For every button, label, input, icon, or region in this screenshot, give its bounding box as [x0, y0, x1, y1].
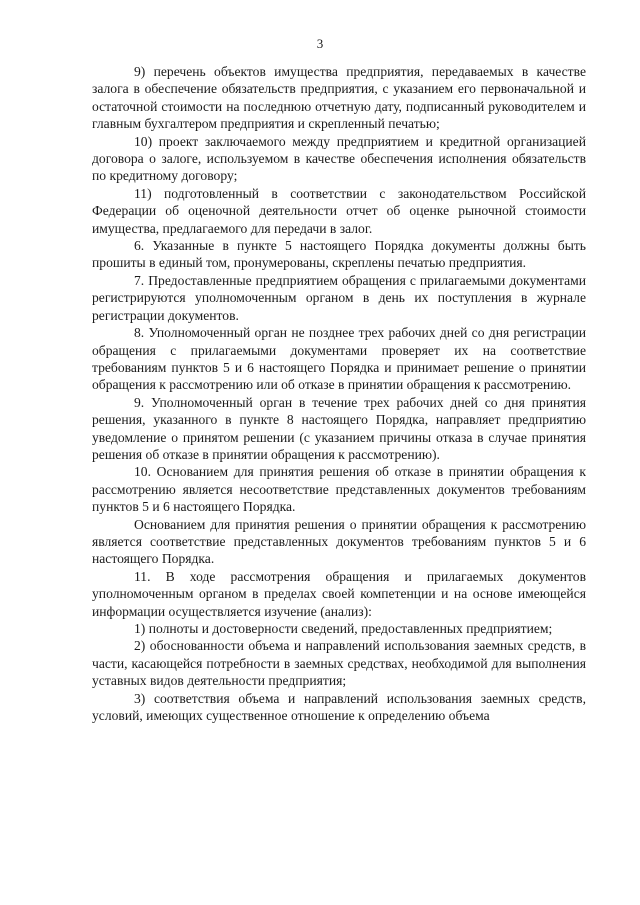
- paragraph-subitem-1: 1) полноты и достоверности сведений, предоставленных предприятием;: [134, 621, 553, 636]
- paragraph-subitem-2: 2) обоснованности объема и направлений использования заемных средств, в части, касающейся потребности в заемных средствах, необходимой для выполнения уставных видов деятельности предприятия;: [92, 638, 586, 689]
- paragraph-clause-10: 10. Основанием для принятия решения об отказе в принятии обращения к рассмотрению является несоответствие представленных документов требованиям пунктов 5 и 6 настоящего Порядка.: [92, 464, 586, 515]
- paragraph-item-10: 10) проект заключаемого между предприятием и кредитной организацией договора о залоге, используемом в качестве обеспечения исполнения обязательств по кредитному договору;: [92, 133, 586, 184]
- paragraph-clause-11: 11. В ходе рассмотрения обращения и прилагаемых документов уполномоченным органом в пределах своей компетенции и на основе имеющейся информации осуществляется изучение (анализ):: [92, 568, 586, 619]
- paragraph-clause-8: 8. Уполномоченный орган не позднее трех рабочих дней со дня регистрации обращения с прилагаемыми документами проверяет их на соответствие требованиям пунктов 5 и 6 настоящего Порядка и принимает решение о принятии обращения к рассмотрению или об отказе в принятии обращения к рассмотрению.: [92, 325, 586, 393]
- page-number: 3: [316, 36, 324, 51]
- paragraph-clause-7: 7. Предоставленные предприятием обращения с прилагаемыми документами регистрируются уполномоченным органом в день их поступления в журнале регистрации документов.: [92, 272, 586, 323]
- paragraph-item-9: 9) перечень объектов имущества предприятия, передаваемых в качестве залога в обеспечение обязательств предприятия, с указанием его первоначальной и остаточной стоимости на последнюю отчетную дату, подписанный руководителем и главным бухгалтером предприятия и скрепленный печатью;: [92, 64, 586, 132]
- document-body: [92, 63, 586, 724]
- paragraph-item-11: 11) подготовленный в соответствии с законодательством Российской Федерации об оценочной деятельности отчет об оценке рыночной стоимости имущества, предлагаемого для передачи в залог.: [92, 185, 586, 236]
- paragraph-clause-6: 6. Указанные в пункте 5 настоящего Порядка документы должны быть прошиты в единый том, пронумерованы, скреплены печатью предприятия.: [92, 238, 586, 271]
- paragraph-clause-10-acceptance: Основанием для принятия решения о принятии обращения к рассмотрению является соответствие представленных документов требованиям пунктов 5 и 6 настоящего Порядка.: [92, 516, 586, 567]
- paragraph-subitem-3: 3) соответствия объема и направлений использования заемных средств, условий, имеющих существенное отношение к определению объема: [92, 690, 586, 724]
- paragraph-clause-9: 9. Уполномоченный орган в течение трех рабочих дней со дня принятия решения, указанного в пункте 8 настоящего Порядка, направляет предприятию уведомление о принятом решении (с указанием причины отказа в случае принятия решения об отказе в принятии обращения к рассмотрению).: [92, 394, 586, 462]
